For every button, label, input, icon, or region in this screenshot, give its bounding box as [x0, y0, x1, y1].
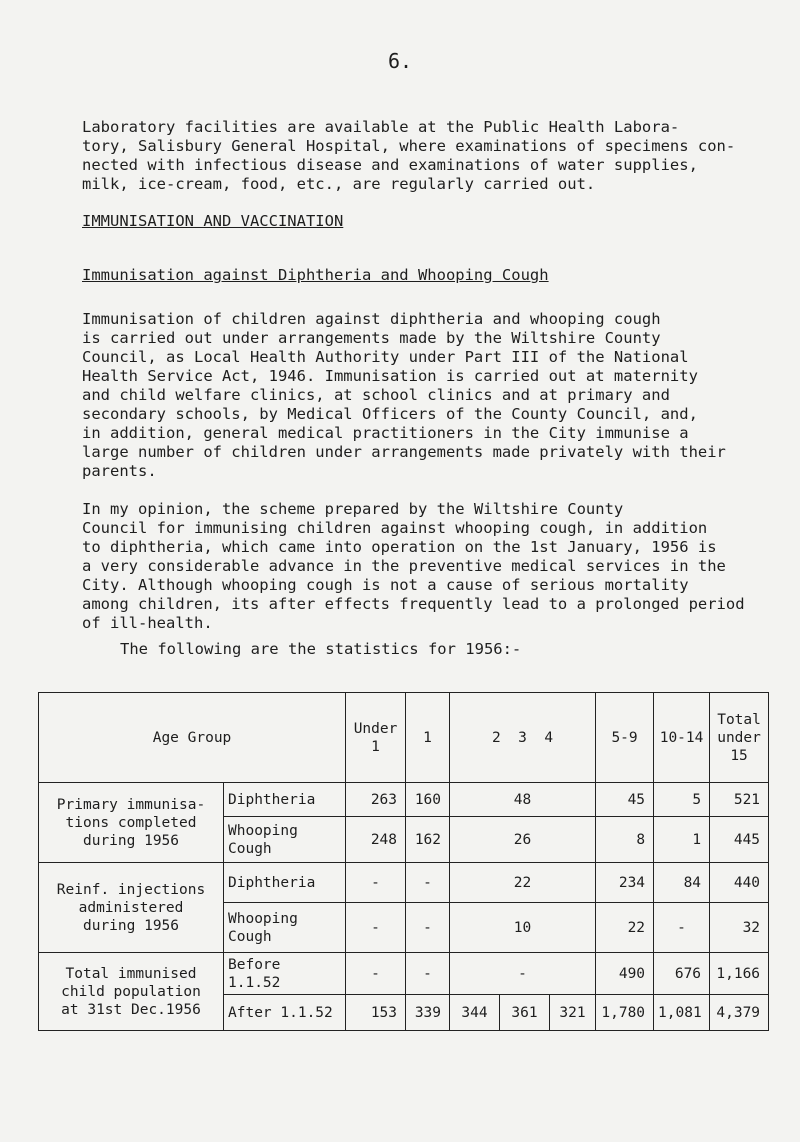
cell: 22	[450, 863, 596, 903]
cell: 490	[596, 953, 654, 995]
cell: 1,081	[654, 995, 710, 1031]
cell: 5	[654, 783, 710, 817]
row-label: Whooping Cough	[224, 903, 346, 953]
cell: -	[406, 903, 450, 953]
cell: -	[346, 863, 406, 903]
cell: 248	[346, 817, 406, 863]
cell: 10	[450, 903, 596, 953]
statistics-table	[38, 692, 769, 1031]
group-label-reinforcing: Reinf. injections administered during 1956	[39, 863, 224, 953]
cell: 445	[710, 817, 769, 863]
cell: 1,780	[596, 995, 654, 1031]
cell: 1	[654, 817, 710, 863]
cell: -	[406, 953, 450, 995]
main-heading: IMMUNISATION AND VACCINATION	[82, 212, 344, 230]
group-label-total-population: Total immunised child population at 31st Dec.1956	[39, 953, 224, 1031]
table-row	[39, 953, 769, 995]
row-label: Whooping Cough	[224, 817, 346, 863]
table-row	[39, 863, 769, 903]
header-age-2-4: 2 3 4	[450, 693, 596, 783]
cell: -	[450, 953, 596, 995]
table-row	[39, 783, 769, 817]
cell: 22	[596, 903, 654, 953]
cell: -	[654, 903, 710, 953]
page-number: 6.	[387, 49, 413, 73]
cell: 1,166	[710, 953, 769, 995]
cell: 32	[710, 903, 769, 953]
header-age-1: 1	[406, 693, 450, 783]
header-age-5-9: 5-9	[596, 693, 654, 783]
header-age-group: Age Group	[39, 693, 346, 783]
cell: 521	[710, 783, 769, 817]
cell: 162	[406, 817, 450, 863]
cell: 153	[346, 995, 406, 1031]
cell: 160	[406, 783, 450, 817]
cell: 45	[596, 783, 654, 817]
sub-heading: Immunisation against Diphtheria and Whooping Cough	[82, 266, 549, 284]
group-label-primary: Primary immunisa- tions completed during 1956	[39, 783, 224, 863]
cell: 321	[550, 995, 596, 1031]
header-under-1: Under 1	[346, 693, 406, 783]
cell: 361	[500, 995, 550, 1031]
row-label: Diphtheria	[224, 783, 346, 817]
cell: 8	[596, 817, 654, 863]
cell: 676	[654, 953, 710, 995]
immunisation-paragraph: Immunisation of children against diphtheria and whooping cough is carried out under arrangements made by the Wiltshire County Council, as Local Health Authority under Part III of the National Health Service Act, 1946. Immunisation is carried out at maternity and child welfare clinics, at school clinics and at primary and secondary schools, by Medical Officers of the County Council, and, in addition, general medical practitioners in the City immunise a large number of children under arrangements made privately with their parents.	[82, 310, 726, 480]
header-age-10-14: 10-14	[654, 693, 710, 783]
cell: 344	[450, 995, 500, 1031]
cell: 48	[450, 783, 596, 817]
cell: 26	[450, 817, 596, 863]
cell: -	[346, 903, 406, 953]
lab-paragraph: Laboratory facilities are available at the Public Health Labora- tory, Salisbury General Hospital, where examinations of specimens con- nected with infectious disease and examinations of water supplies, milk, ice-cream, food, etc., are regularly carried out.	[82, 118, 736, 193]
cell: 84	[654, 863, 710, 903]
header-total: Total under 15	[710, 693, 769, 783]
cell: -	[346, 953, 406, 995]
row-label: After 1.1.52	[224, 995, 346, 1031]
cell: -	[406, 863, 450, 903]
cell: 234	[596, 863, 654, 903]
table-header-row	[39, 693, 769, 783]
row-label: Diphtheria	[224, 863, 346, 903]
statistics-intro: The following are the statistics for 1956:-	[120, 640, 522, 658]
row-label: Before 1.1.52	[224, 953, 346, 995]
cell: 440	[710, 863, 769, 903]
cell: 339	[406, 995, 450, 1031]
cell: 263	[346, 783, 406, 817]
opinion-paragraph: In my opinion, the scheme prepared by the Wiltshire County Council for immunising children against whooping cough, in addition to diphtheria, which came into operation on the 1st January, 1956 is a very considerable advance in the preventive medical services in the City. Although whooping cough is not a cause of serious mortality among children, its after effects frequently lead to a prolonged period of ill-health.	[82, 500, 745, 632]
cell: 4,379	[710, 995, 769, 1031]
